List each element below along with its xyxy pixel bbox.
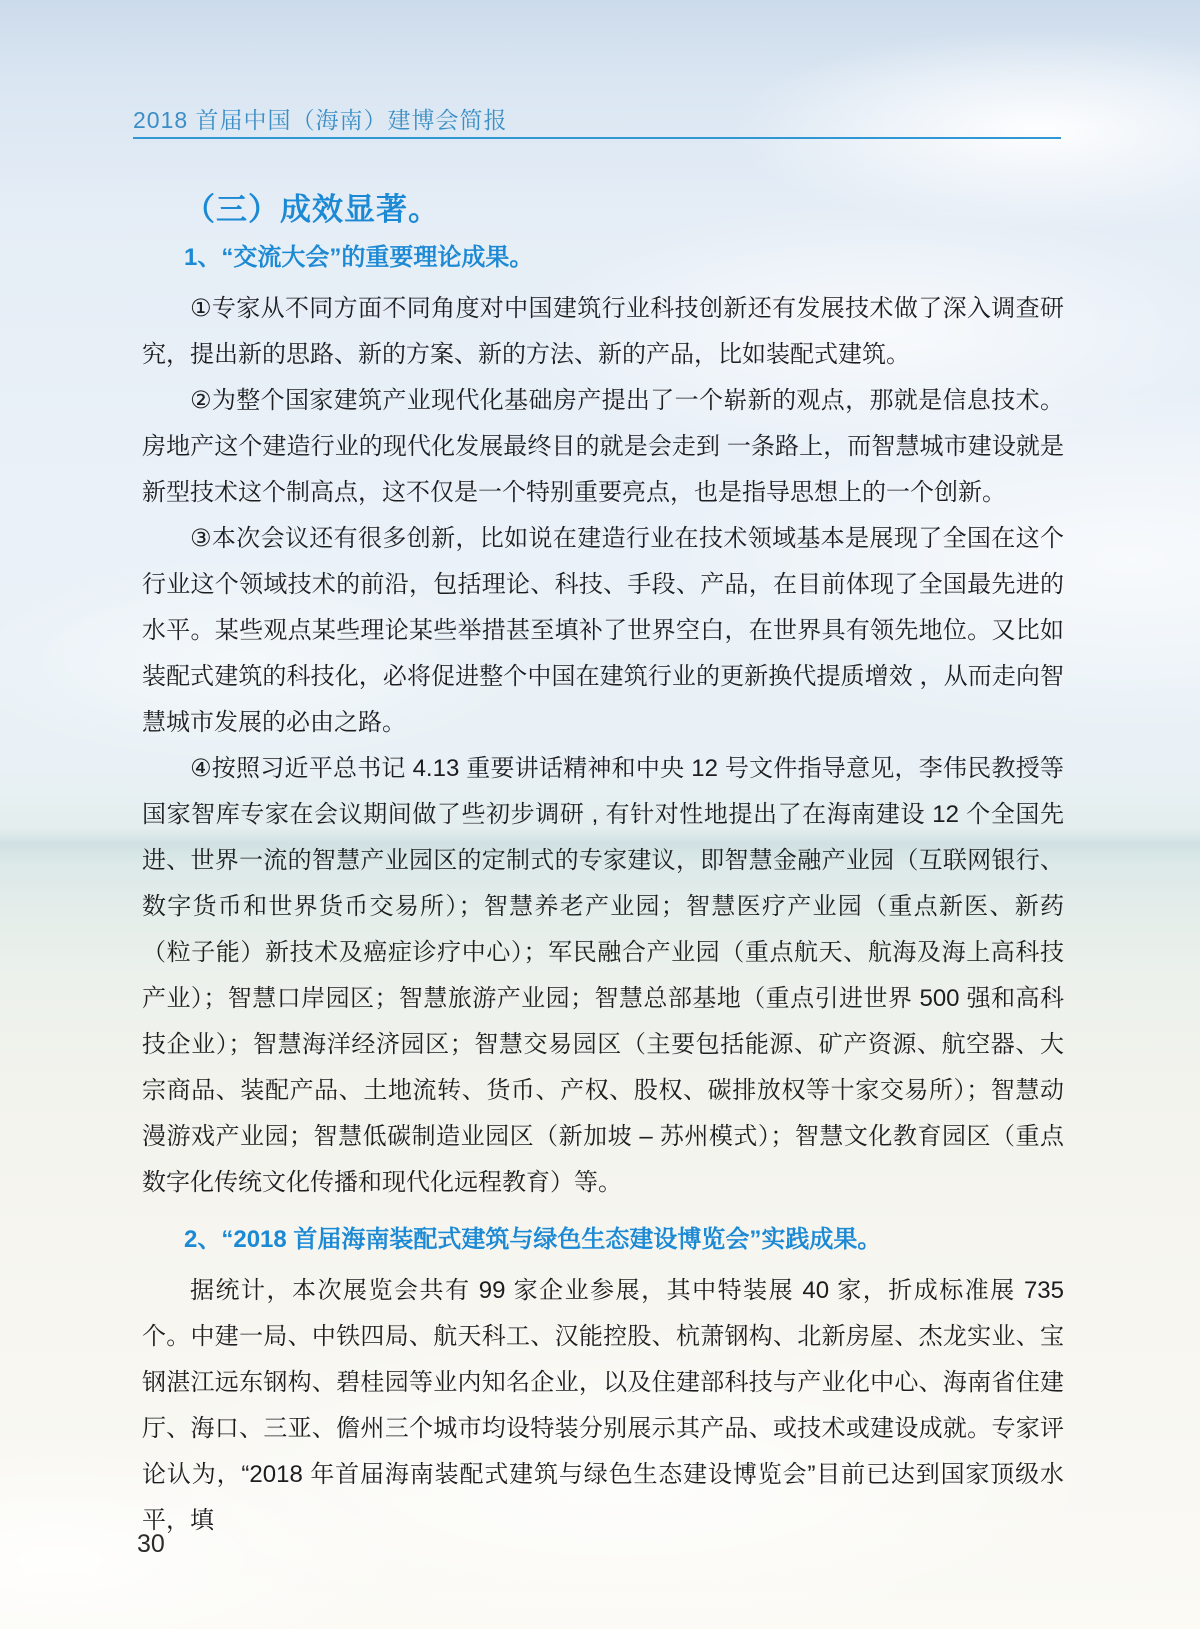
page-header-title: 2018 首届中国（海南）建博会简报 — [133, 107, 508, 133]
subsection-2-title: 2、“2018 首届海南装配式建筑与绿色生态建设博览会”实践成果。 — [184, 1226, 882, 1253]
document-body — [142, 190, 1064, 1544]
paragraph-2: ②为整个国家建筑产业现代化基础房产提出了一个崭新的观点，那就是信息技术。房地产这个建造行业的现代化发展最终目的就是会走到 一条路上，而智慧城市建设就是新型技术这个制高点，这不仅是一个特别重要亮点，也是指导思想上的一个创新。 — [142, 387, 1064, 506]
header-rule — [133, 137, 1061, 139]
paragraph-3: ③本次会议还有很多创新，比如说在建造行业在技术领域基本是展现了全国在这个行业这个领域技术的前沿，包括理论、科技、手段、产品，在目前体现了全国最先进的水平。某些观点某些理论某些举措甚至填补了世界空白，在世界具有领先地位。又比如装配式建筑的科技化，必将促进整个中国在建筑行业的更新换代提质增效 ，从而走向智慧城市发展的必由之路。 — [142, 525, 1064, 736]
paragraph-1: ①专家从不同方面不同角度对中国建筑行业科技创新还有发展技术做了深入调查研究，提出新的思路、新的方案、新的方法、新的产品，比如装配式建筑。 — [142, 295, 1064, 368]
subsection-1-title: 1、“交流大会”的重要理论成果。 — [184, 244, 534, 271]
section-title: （三）成效显著。 — [184, 192, 440, 227]
paragraph-5: 据统计，本次展览会共有 99 家企业参展，其中特装展 40 家，折成标准展 735 个。中建一局、中铁四局、航天科工、汉能控股、杭萧钢构、北新房屋、杰龙实业、宝钢湛江远东钢构、碧桂园等业内知名企业，以及住建部科技与产业化中心、海南省住建厅、海口、三亚、儋州三个城市均设特装分别展示其产品、或技术或建设成就。专家评论认为，“2018 年首届海南装配式建筑与绿色生态建设博览会”目前已达到国家顶级水平，填 — [142, 1277, 1064, 1534]
paragraph-4: ④按照习近平总书记 4.13 重要讲话精神和中央 12 号文件指导意见，李伟民教授等国家智库专家在会议期间做了些初步调研 , 有针对性地提出了在海南建设 12 个全国先进、世界一流的智慧产业园区的定制式的专家建议，即智慧金融产业园（互联网银行、数字货币和世界货币交易所）；智慧养老产业园；智慧医疗产业园（重点新医、新药（粒子能）新技术及癌症诊疗中心）；军民融合产业园（重点航天、航海及海上高科技产业）；智慧口岸园区；智慧旅游产业园；智慧总部基地（重点引进世界 500 强和高科技企业）；智慧海洋经济园区；智慧交易园区（主要包括能源、矿产资源、航空器、大宗商品、装配产品、土地流转、货币、产权、股权、碳排放权等十家交易所）；智慧动漫游戏产业园；智慧低碳制造业园区（新加坡 – 苏州模式）；智慧文化教育园区（重点数字化传统文化传播和现代化远程教育）等。 — [142, 755, 1064, 1196]
page-number: 30 — [137, 1530, 165, 1558]
